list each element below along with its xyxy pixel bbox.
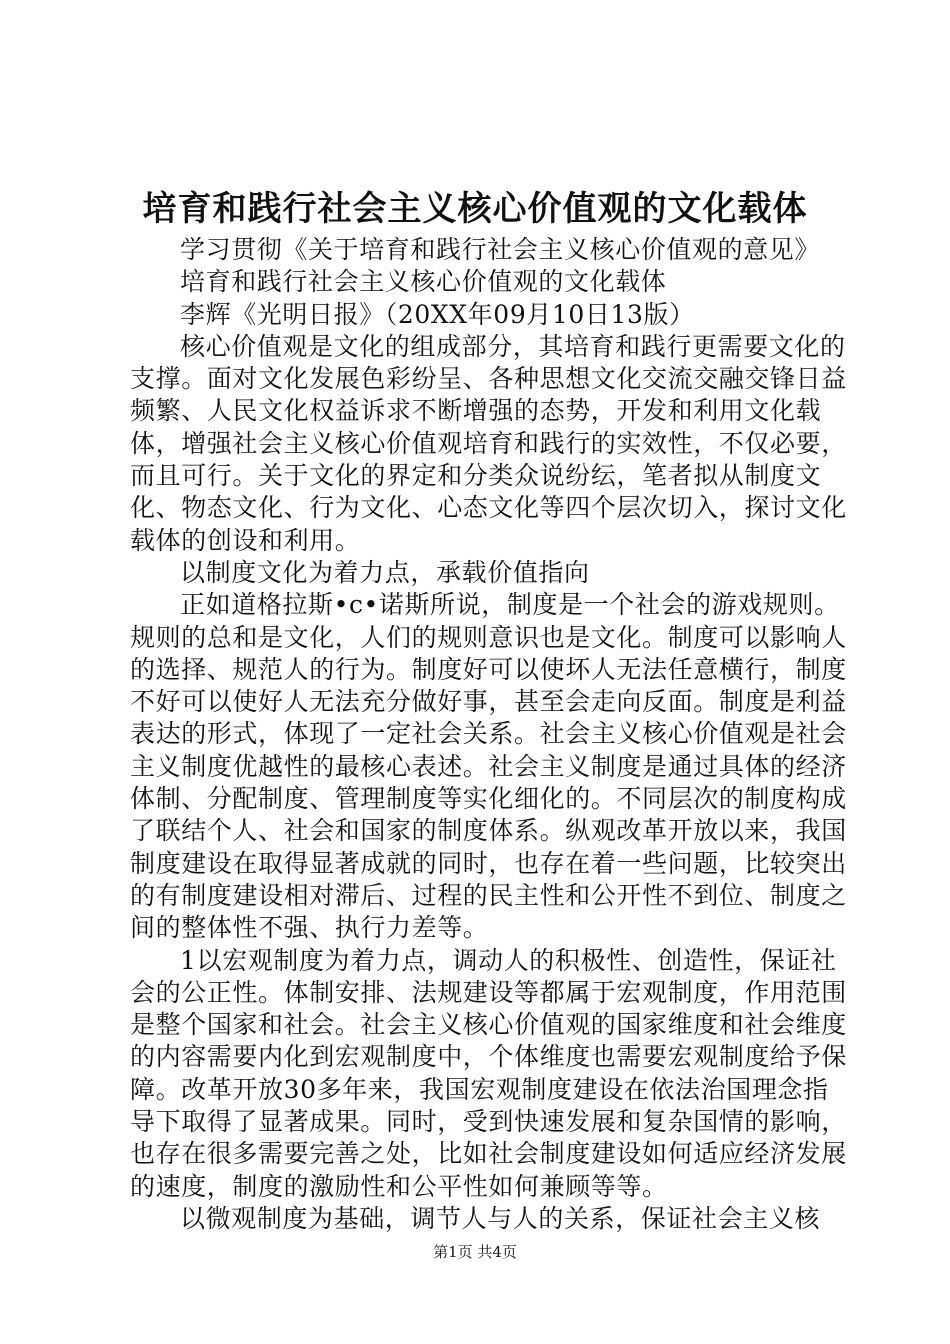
section-heading: 以制度文化为着力点，承载价值指向 — [180, 557, 590, 587]
body-paragraph: 1以宏观制度为着力点，调动人的积极性、创造性，保证社会的公正性。体制安排、法规建设等都属于宏观制度，作用范围是整个国家和社会。社会主义核心价值观的国家维度和社会维度的内容需要内化到宏观制度中，个体维度也需要宏观制度给予保障。改革开放30多年来，我国宏观制度建设在依法治国理念指导下取得了显著成果。同时，受到快速发展和复杂国情的影响，也存在很多需要完善之处，比如社会制度建设如何适应经济发展的速度，制度的激励性和公平性如何兼顾等等。 — [130, 945, 847, 1201]
body-paragraph: 以微观制度为基础，调节人与人的关系，保证社会主义核 — [180, 1203, 821, 1233]
document-body — [130, 234, 850, 1235]
body-paragraph: 核心价值观是文化的组成部分，其培育和践行更需要文化的支撑。面对文化发展色彩纷呈、各种思想文化交流交融交锋日益频繁、人民文化权益诉求不断增强的态势，开发和利用文化载体，增强社会主义核心价值观培育和践行的实效性，不仅必要，而且可行。关于文化的界定和分类众说纷纭，笔者拟从制度文化、物态文化、行为文化、心态文化等四个层次切入，探讨文化载体的创设和利用。 — [130, 331, 847, 555]
subtitle-line: 学习贯彻《关于培育和践行社会主义核心价值观的意见》 — [180, 235, 821, 264]
body-paragraph: 正如道格拉斯•c•诺斯所说，制度是一个社会的游戏规则。规则的总和是文化，人们的规则意识也是文化。制度可以影响人的选择、规范人的行为。制度好可以使坏人无法任意横行，制度不好可以使好人无法充分做好事，甚至会走向反面。制度是利益表达的形式，体现了一定社会关系。社会主义核心价值观是社会主义制度优越性的最核心表述。社会主义制度是通过具体的经济体制、分配制度、管理制度等实化细化的。不同层次的制度构成了联结个人、社会和国家的制度体系。纵观改革开放以来，我国制度建设在取得显著成就的同时，也存在着一些问题，比较突出的有制度建设相对滞后、过程的民主性和公开性不到位、制度之间的整体性不强、执行力差等。 — [130, 590, 847, 943]
subtitle-line: 培育和践行社会主义核心价值观的文化载体 — [180, 267, 667, 297]
document-title: 培育和践行社会主义核心价值观的文化载体 — [142, 189, 808, 229]
page-number-footer: 第1页 共4页 — [433, 1243, 517, 1261]
byline: 李辉《光明日报》（20XX年09月10日13版） — [180, 299, 695, 329]
